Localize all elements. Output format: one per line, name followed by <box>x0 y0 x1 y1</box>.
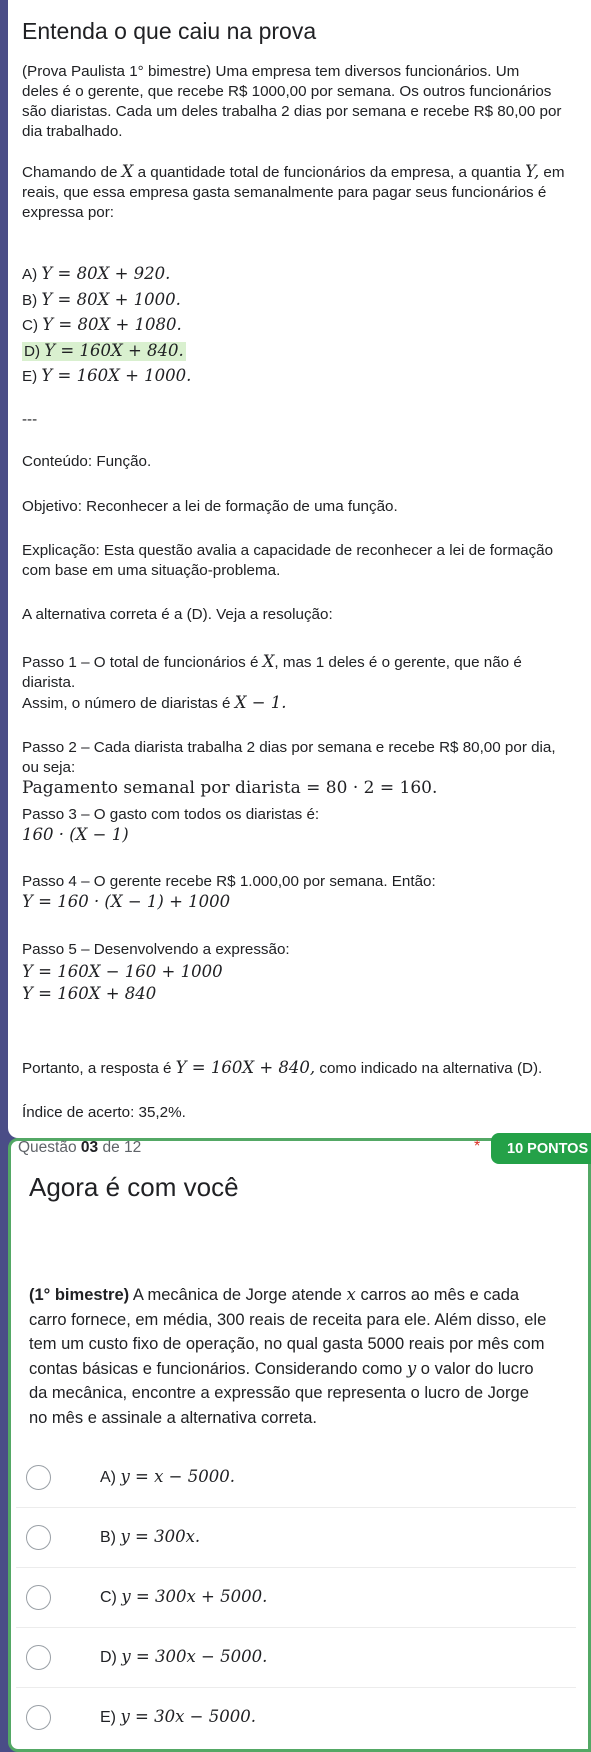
radio-button-e[interactable] <box>26 1705 51 1730</box>
call-text: Chamando de X a quantidade total de funcionários da empresa, a quantia Y, em reais, que essa empresa gasta semanalmente para pagar seus funcionários é expressa por: <box>22 162 565 221</box>
resolved-option-b: B) Y = 80X + 1000. <box>22 289 181 309</box>
step-3: Passo 3 – O gasto com todos os diaristas é: 160 · (X − 1) <box>22 806 320 844</box>
option-d[interactable] <box>16 1628 591 1688</box>
required-mark: * <box>474 1138 481 1155</box>
resolved-option-a: A) Y = 80X + 920. <box>22 264 171 283</box>
step-2: Passo 2 – Cada diarista trabalha 2 dias por semana e recebe R$ 80,00 por dia, ou seja: Pagamento semanal por diarista = 80 · 2 = 160. <box>22 739 556 798</box>
option-b[interactable] <box>16 1508 591 1568</box>
objetivo-line: Objetivo: Reconhecer a lei de formação de uma função. <box>22 498 398 515</box>
question-counter: Questão 03 de 12 <box>18 1139 142 1156</box>
conclusion-line: Portanto, a resposta é Y = 160X + 840, como indicado na alternativa (D). <box>22 1058 543 1077</box>
radio-button-b[interactable] <box>26 1525 51 1550</box>
separator-text: --- <box>22 411 38 428</box>
points-badge: 10 PONTOS <box>491 1133 591 1164</box>
resolved-option-e: E) Y = 160X + 1000. <box>22 366 192 385</box>
option-b-label[interactable]: B) y = 300x. <box>100 1527 201 1546</box>
radio-button-d[interactable] <box>26 1645 51 1670</box>
option-a-label[interactable]: A) y = x − 5000. <box>100 1467 235 1486</box>
step-4: Passo 4 – O gerente recebe R$ 1.000,00 por semana. Então: Y = 160 · (X − 1) + 1000 <box>22 873 436 911</box>
option-e-label[interactable]: E) y = 30x − 5000. <box>100 1707 256 1726</box>
resolved-options <box>22 262 577 390</box>
option-c[interactable] <box>16 1568 591 1628</box>
radio-button-a[interactable] <box>26 1465 51 1490</box>
resolved-option-c: C) Y = 80X + 1080. <box>22 315 182 334</box>
option-e[interactable] <box>16 1688 591 1748</box>
correct-answer-line: A alternativa correta é a (D). Veja a resolução: <box>22 606 333 623</box>
resolved-option-d-highlighted: D) Y = 160X + 840. <box>24 340 184 360</box>
question-title: Agora é com você <box>29 1172 239 1202</box>
option-c-label[interactable]: C) y = 300x + 5000. <box>100 1587 268 1606</box>
intro-text: (Prova Paulista 1° bimestre) Uma empresa tem diversos funcionários. Um deles é o gerente, que recebe R$ 1000,00 por semana. Os outros funcionários são diaristas. Cada um deles trabalha 2 dias por semana e recebe R$ 80,00 por dia trabalhado. <box>22 63 562 140</box>
question-text: (1° bimestre) A mecânica de Jorge atende x carros ao mês e cada carro fornece, em média, 300 reais de receita para ele. Além disso, ele tem um custo fixo de operação, no qual gasta 5000 reais por mês com contas básicas e funcionários. Considerando como y o valor do lucro da mecânica, encontre a expressão que representa o lucro de Jorge no mês e assinale a alternativa correta. <box>29 1285 547 1427</box>
success-index: Índice de acerto: 35,2%. <box>22 1104 186 1121</box>
step-5: Passo 5 – Desenvolvendo a expressão: Y = 160X − 160 + 1000 Y = 160X + 840 <box>22 941 290 1003</box>
resolution-title: Entenda o que caiu na prova <box>22 18 317 44</box>
option-d-label[interactable]: D) y = 300x − 5000. <box>100 1647 268 1666</box>
step-1: Passo 1 – O total de funcionários é X, mas 1 deles é o gerente, que não é diarista. Assim, o número de diaristas é X − 1. <box>22 652 522 712</box>
explicacao-text: Explicação: Esta questão avalia a capacidade de reconhecer a lei de formação com base em uma situação-problema. <box>22 542 554 579</box>
radio-button-c[interactable] <box>26 1585 51 1610</box>
conteudo-line: Conteúdo: Função. <box>22 453 152 470</box>
option-a[interactable] <box>16 1448 591 1508</box>
